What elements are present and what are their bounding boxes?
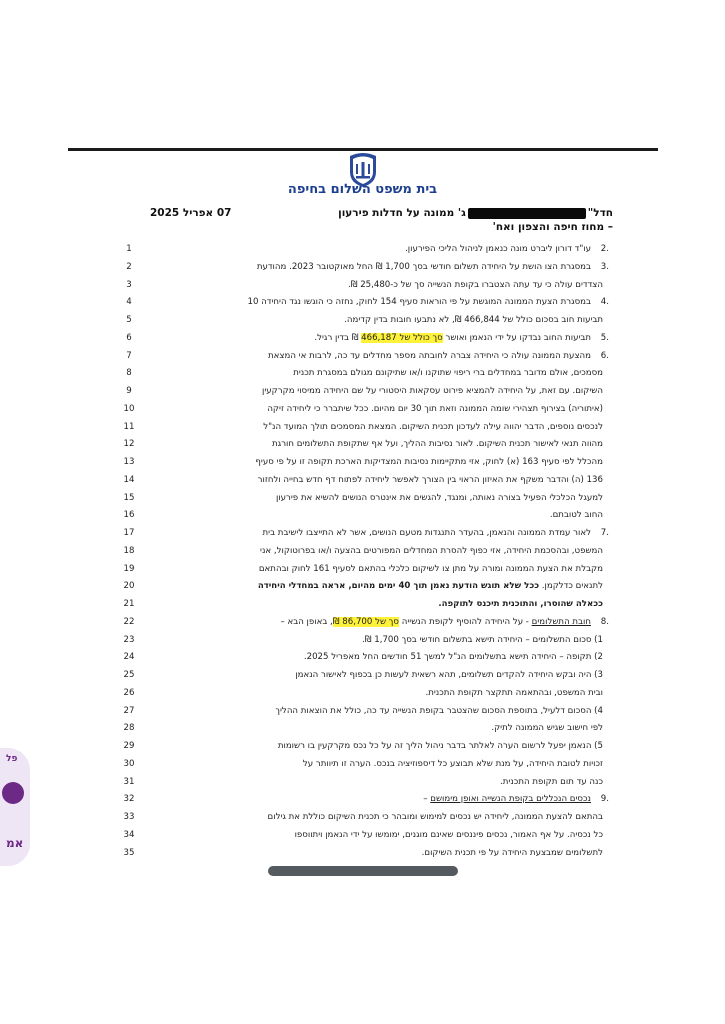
line-number: 15 bbox=[123, 492, 135, 503]
paragraph-number: 4. bbox=[600, 297, 609, 308]
line-number: 13 bbox=[123, 457, 135, 467]
line-number: 21 bbox=[123, 599, 135, 609]
highlighted-amount: סך כולל של 466,187 bbox=[361, 332, 443, 343]
text-line: מהווה תנאי לאישור תכנית השיקום. לאור נסיבות ההליך, ועל אף שתקופת התשלומים חורגת bbox=[272, 439, 603, 450]
line-number: 1 bbox=[126, 244, 132, 254]
text-line bbox=[133, 581, 603, 592]
line-number: 3 bbox=[126, 279, 132, 290]
line-number: 29 bbox=[123, 741, 135, 751]
scroll-indicator[interactable] bbox=[268, 866, 458, 876]
line-number: 10 bbox=[123, 403, 135, 414]
line-number: 23 bbox=[123, 634, 135, 645]
paragraph-number: 7. bbox=[600, 528, 609, 538]
line-number: 19 bbox=[123, 563, 135, 574]
paragraph-number: 3. bbox=[600, 261, 609, 272]
line-number: 35 bbox=[123, 847, 135, 858]
text-line: כל נכסיה. על אף האמור, נכסים פיננסים שאינם מוגנים, ימומשו על ידי הנאמן ויתווספו bbox=[294, 829, 603, 840]
text-line: במסגרת הצו הושת על היחידה תשלום חודשי בסך 1,700 ₪ החל מאוקטובר 2023. מהודעת bbox=[256, 261, 591, 272]
redaction-block bbox=[468, 208, 586, 219]
line-number: 8 bbox=[126, 368, 132, 379]
line-number: 17 bbox=[123, 528, 135, 538]
text-line bbox=[121, 617, 591, 628]
line-number: 27 bbox=[123, 705, 135, 716]
line-number: 26 bbox=[123, 687, 135, 698]
paragraph-number: 8. bbox=[600, 616, 609, 627]
line-number: 32 bbox=[123, 794, 135, 805]
line-number: 16 bbox=[123, 510, 135, 521]
line-number: 22 bbox=[123, 616, 135, 627]
paragraph-number: 5. bbox=[600, 332, 609, 343]
text-line: מהכלל לפי סעיף 163 (א) לחוק, אזי מתקיימות נסיבות המצדיקות הארכת תקופה זו על פי סעיף bbox=[255, 457, 603, 467]
text-line: 136 (ה) והדבר משקף את האיזון הראוי בין הצורך לאפשר ליחידה לפתוח דף חדש בחייה ולחזור bbox=[257, 474, 603, 485]
text-line: מקבלת את הצעת הממונה ומורה על מתן צו לשיקום כלכלי בהתאם לסעיף 161 לחוק ובהתאם bbox=[258, 563, 603, 574]
side-badge bbox=[0, 748, 30, 866]
text-line bbox=[133, 599, 603, 610]
bold-text: ככאלה שהוסרו, והתוכנית תיכנס לתוקפה. bbox=[438, 599, 603, 609]
text-line: 3) היה ובקש היחידה להקדים תשלומים, תהא רשאית לעשות כן בכפוף לאישור הנאמן bbox=[295, 670, 603, 680]
text-line: 2) תקופה – היחידה תישא בתשלומים הנ"ל למשך 51 חודשים החל מאפריל 2025. bbox=[303, 652, 603, 663]
text-line: 1) סכום התשלומים – היחידה תישא בתשלום חודשי בסך 1,700 ₪. bbox=[362, 634, 603, 645]
line-number: 9 bbox=[126, 386, 132, 396]
line-number: 31 bbox=[123, 776, 135, 787]
text-line: ובית המשפט, ובהתאמה תתקצר תקופת התכנית. bbox=[425, 687, 603, 698]
text-segment: לתנאים כדלקמן. bbox=[539, 581, 603, 592]
line-number: 25 bbox=[123, 670, 135, 680]
paragraph-number: 6. bbox=[600, 350, 609, 361]
paragraph-number: 9. bbox=[600, 794, 609, 805]
text-segment: ₪ בדין רגיל. bbox=[314, 332, 362, 343]
side-badge-bottom: אמ bbox=[6, 836, 24, 850]
text-line: לפי חישוב שגיש הממונה לתיק. bbox=[491, 723, 603, 734]
highlighted-amount: סך של 86,700 ₪ bbox=[332, 616, 399, 627]
bold-text: ככל שלא תוגש הודעת נאמן תוך 40 ימים מהיום, אראה במחדלי היחידה bbox=[257, 581, 540, 592]
underlined-heading: חובת התשלומים bbox=[531, 616, 591, 627]
text-line: מסמכים, אולם מדובר במחדלים ברי ריפוי שתוקנו ו/או שתיקונם מגולם במסגרת תכנית bbox=[293, 368, 603, 379]
text-line: כנה עד תום תקופת התכנית. bbox=[500, 776, 603, 787]
badge-circle-icon bbox=[2, 782, 24, 804]
text-line: במסגרת הצעת הממונה המוגשת על פי הוראות סעיף 154 לחוק, נחזה כי הוגשו נגד היחידה 10 bbox=[247, 297, 591, 308]
text-line: לתשלומים שמבצעת היחידה על פי תכנית השיקום. bbox=[421, 847, 603, 858]
line-number: 14 bbox=[123, 474, 135, 485]
case-prefix: חדל" bbox=[587, 207, 613, 219]
line-number: 34 bbox=[123, 829, 135, 840]
text-line: 4) הסכום דלעיל, בתוספת הסכום שהצטבר בקופת הנשייה עד כה, כולל את הוצאות ההליך bbox=[275, 705, 603, 716]
underlined-heading: נכסים הנכללים בקופת הנשייה ואופן מימושם bbox=[430, 794, 591, 805]
text-line: עו"ד דורון ליברט מונה כנאמן לניהול הליכי הפירעון. bbox=[405, 244, 591, 254]
line-number: 18 bbox=[123, 545, 135, 556]
text-line: (איתוריה) בצירוף תצהירי שומה הממונה וזאת תוך 30 יום מהיום. ככל שיתברר כי ליחידה זיקה bbox=[267, 403, 603, 414]
decision-date: 07 אפריל 2025 bbox=[150, 207, 232, 219]
text-line: תביעות חוב בסכום כולל של 466,844 ₪, לא נתבעו חובות בדין קדימה. bbox=[344, 315, 603, 325]
text-segment: תביעות החוב נבדקו על ידי הנאמן ואושר bbox=[442, 332, 591, 343]
line-number: 33 bbox=[123, 812, 135, 822]
text-line bbox=[121, 333, 591, 344]
line-number: 24 bbox=[123, 652, 135, 663]
text-line: החוב לטובתם. bbox=[549, 510, 603, 521]
side-badge-top: פל bbox=[6, 754, 18, 764]
case-title-text: ג' ממונה על חדלות פירעון bbox=[338, 207, 466, 219]
line-number: 11 bbox=[123, 421, 135, 432]
line-number: 4 bbox=[126, 297, 132, 308]
court-name: בית משפט השלום בחיפה bbox=[287, 182, 438, 197]
text-line: לנכסים נוספים, הדבר יהווה עילה לעדכון תכנית השיקום. המצאת המסמכים תולך המועד הנ"ל bbox=[263, 421, 603, 432]
text-line: 5) הנאמן יפעל לרשום הערה לאלתר בדבר ניהול הליך זה על כל נכס מקרקעין בו רשומות bbox=[277, 741, 603, 751]
text-segment: , באופן הבא – bbox=[280, 616, 333, 627]
text-line bbox=[121, 794, 591, 805]
line-number: 7 bbox=[126, 350, 132, 361]
line-number: 6 bbox=[126, 332, 132, 343]
text-segment: – bbox=[423, 794, 431, 805]
line-number: 12 bbox=[123, 439, 135, 450]
text-line: זכויות לטובת היחידה, על מנת שלא תבוצע כל דיספוזיציה בנכס. הערה זו תיוותר על bbox=[302, 758, 603, 769]
text-line: השיקום. עם זאת, על היחידה להמציא פירוט עסקאות היסטורי על שם היחידה ממיסוי מקרקעין bbox=[262, 386, 603, 396]
text-line: לאור עמדת הממונה והנאמן, בהעדר התנגדות מטעם הנושים, אשר לא התייצבו לישיבת בית bbox=[262, 528, 591, 538]
text-line: מהצעת הממונה עולה כי היחידה צברה לחובתה מספר מחדלים עד כה, לרבות אי המצאת bbox=[268, 350, 591, 361]
text-line: למעגל הכלכלי הפעיל בצורה נאותה, ומנגד, להגשים את אינטרס הנושים להשיא את פירעון bbox=[275, 492, 603, 503]
paragraph-number: 2. bbox=[600, 244, 609, 254]
text-line: הצדדים עולה כי עד עתה הצטברו בקופת הנשייה סך של כ-25,480 ₪. bbox=[348, 279, 603, 290]
line-number: 5 bbox=[126, 315, 132, 325]
line-number: 28 bbox=[123, 723, 135, 734]
text-segment: - על היחידה להוסיף לקופת הנשייה bbox=[399, 616, 532, 627]
case-title bbox=[293, 206, 613, 234]
case-district: – מחוז חיפה והצפון ואח' bbox=[492, 221, 613, 233]
line-number: 2 bbox=[126, 261, 132, 272]
line-number: 30 bbox=[123, 758, 135, 769]
text-line: המשפט, ובהסכמת היחידה, אזי כפוף להסרת המחדלים המפורטים בהצעה ו/או בפרוטוקול, אני bbox=[260, 545, 603, 556]
header-rule bbox=[68, 148, 658, 151]
text-line: בהתאם להצעת הממונה, ליחידה יש נכסים למימוש ומובהר כי תכנית השיקום כוללת את גילום bbox=[267, 812, 603, 822]
line-number: 20 bbox=[123, 581, 135, 592]
